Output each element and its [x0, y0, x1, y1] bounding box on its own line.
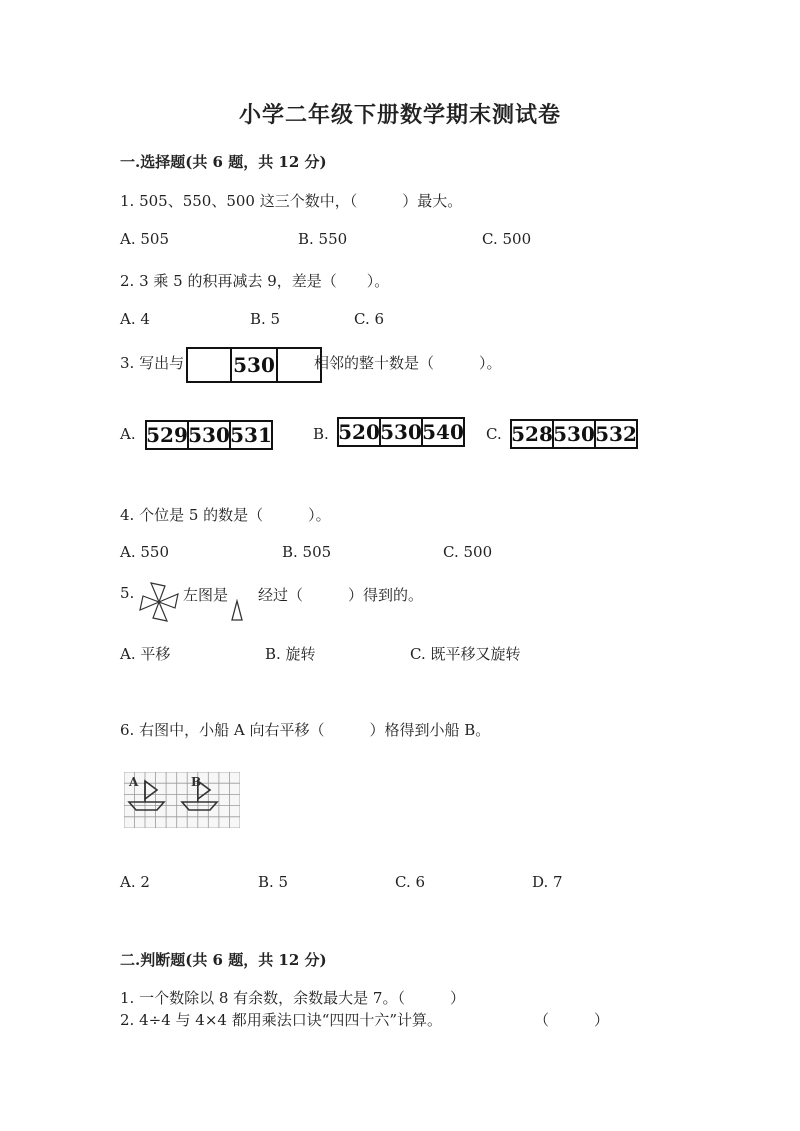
question-5-middle: 左图是: [183, 586, 229, 604]
pinwheel-figure: [137, 580, 181, 624]
q3-option-b-cell: 520: [338, 420, 380, 444]
q3-option-a-cell: 529: [146, 423, 188, 447]
q6-option-a[interactable]: A. 2: [120, 873, 150, 891]
q3-option-a-cell: 531: [230, 423, 272, 447]
question-6: 6. 右图中，小船 A 向右平移（ ）格得到小船 B。: [120, 721, 491, 739]
q1-option-b[interactable]: B. 550: [298, 230, 348, 248]
q6-option-d[interactable]: D. 7: [532, 873, 563, 891]
q3-number-box: [186, 347, 322, 383]
q1-option-a[interactable]: A. 505: [120, 230, 169, 248]
judgment-question-2: 2. 4÷4 与 4×4 都用乘法口诀“四四十六”计算。: [120, 1011, 443, 1029]
q3-box-cell: 530: [232, 349, 278, 381]
boat-b-label: B: [191, 775, 202, 789]
q3-option-b-label[interactable]: B.: [313, 425, 329, 443]
q3-option-a-box[interactable]: [145, 420, 273, 450]
q3-box-cell: [188, 349, 232, 381]
q3-option-a-label[interactable]: A.: [120, 425, 136, 443]
q3-option-b-cell: 530: [380, 420, 422, 444]
boat-a-label: A: [129, 775, 139, 789]
q5-option-a[interactable]: A. 平移: [120, 645, 171, 663]
question-5-number: 5.: [120, 584, 135, 602]
judgment-question-2-answer-blank[interactable]: （ ）: [534, 1011, 610, 1029]
q3-option-c-cell: 532: [595, 422, 637, 446]
section-heading-choice: 一.选择题(共 6 题，共 12 分): [120, 153, 327, 171]
q6-option-c[interactable]: C. 6: [395, 873, 426, 891]
q4-option-c[interactable]: C. 500: [443, 543, 493, 561]
q4-option-a[interactable]: A. 550: [120, 543, 169, 561]
question-4: 4. 个位是 5 的数是（ ）。: [120, 506, 331, 524]
q3-option-b-cell: 540: [422, 420, 464, 444]
question-5-end: 经过（ ）得到的。: [258, 586, 424, 604]
q2-option-c[interactable]: C. 6: [354, 310, 385, 328]
question-1: 1. 505、550、500 这三个数中，（ ）最大。: [120, 192, 463, 210]
q3-option-c-box[interactable]: [510, 419, 638, 449]
q3-option-c-cell: 528: [511, 422, 553, 446]
q1-option-c[interactable]: C. 500: [482, 230, 532, 248]
boat-grid-figure: [124, 772, 240, 828]
q3-option-c-cell: 530: [553, 422, 595, 446]
section-heading-judgment: 二.判断题(共 6 题，共 12 分): [120, 951, 327, 969]
page-title: 小学二年级下册数学期末测试卷: [238, 102, 561, 128]
q3-option-b-box[interactable]: [337, 417, 465, 447]
q5-option-b[interactable]: B. 旋转: [265, 645, 316, 663]
q2-option-a[interactable]: A. 4: [120, 310, 150, 328]
q6-option-b[interactable]: B. 5: [258, 873, 289, 891]
q5-option-c[interactable]: C. 既平移又旋转: [410, 645, 521, 663]
triangle-piece-figure: [229, 599, 245, 623]
q2-option-b[interactable]: B. 5: [250, 310, 281, 328]
judgment-question-1: 1. 一个数除以 8 有余数，余数最大是 7。（ ）: [120, 989, 465, 1007]
q3-option-a-cell: 530: [188, 423, 230, 447]
question-3-suffix: 相邻的整十数是（ ）。: [314, 354, 502, 372]
question-2: 2. 3 乘 5 的积再减去 9，差是（ ）。: [120, 272, 390, 290]
q3-option-c-label[interactable]: C.: [486, 425, 502, 443]
question-3-prefix: 3. 写出与: [120, 354, 185, 372]
q4-option-b[interactable]: B. 505: [282, 543, 332, 561]
